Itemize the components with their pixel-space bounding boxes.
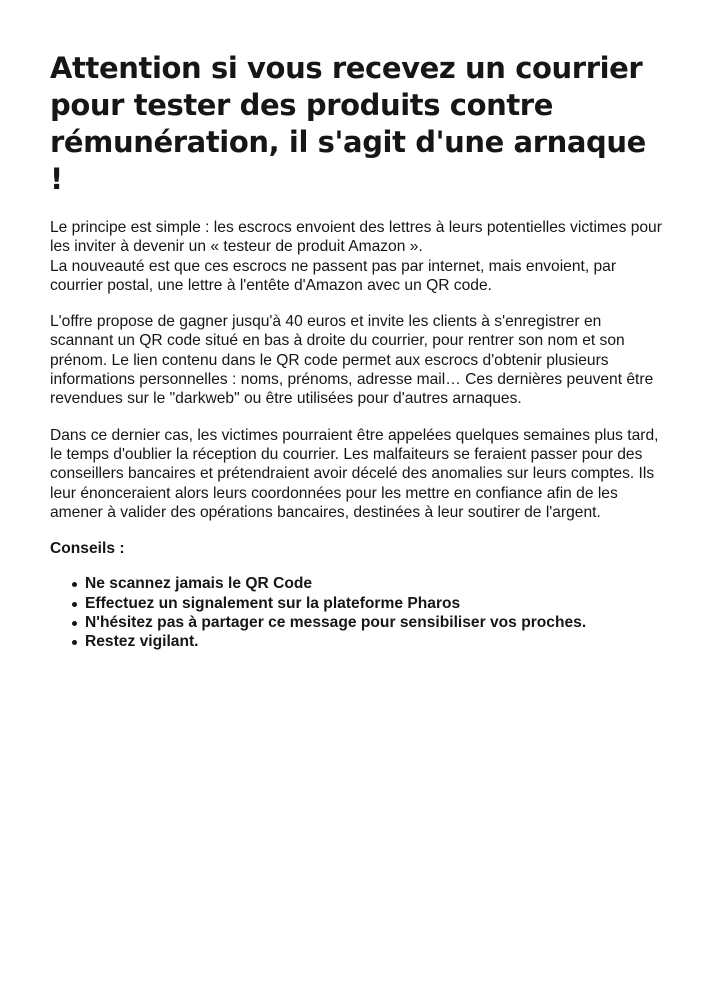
page-title: Attention si vous recevez un courrier pour tester des produits contre rémunération, il s'agit d'une arnaque ! [50, 51, 646, 196]
bullet-icon [72, 582, 77, 587]
list-item-text: Restez vigilant. [85, 633, 199, 651]
list-item [85, 632, 665, 651]
list-item-text: Effectuez un signalement sur la plateforme Pharos [85, 594, 461, 612]
list-item-text: Ne scannez jamais le QR Code [85, 575, 313, 593]
list-item [85, 613, 665, 632]
article [50, 50, 665, 652]
conseils-list [50, 574, 665, 651]
conseils-heading: Conseils : [50, 540, 125, 558]
bullet-icon [72, 640, 77, 645]
list-item [85, 574, 665, 593]
paragraph-offer: L'offre propose de gagner jusqu'à 40 euros et invite les clients à s'enregistrer en scannant un QR code situé en bas à droite du courrier, pour rentrer son nom et son prénom. Le lien contenu dans le QR code permet aux escrocs d'obtenir plusieurs informations personnelles : noms, prénoms, adresse mail… Ces dernières peuvent être revendues sur le "darkweb" ou être utilisées pour d'autres arnaques. [50, 313, 654, 408]
list-item-text: N'hésitez pas à partager ce message pour sensibiliser vos proches. [85, 614, 587, 632]
paragraph-intro-line-1: Le principe est simple : les escrocs envoient des lettres à leurs potentielles victimes pour les inviter à devenir un « testeur de produit Amazon ». [50, 219, 662, 256]
list-item [85, 594, 665, 613]
article-body [50, 218, 665, 652]
bullet-icon [72, 602, 77, 607]
bullet-icon [72, 621, 77, 626]
paragraph-intro [50, 218, 665, 295]
paragraph-intro-line-2: La nouveauté est que ces escrocs ne passent pas par internet, mais envoient, par courrier postal, une lettre à l'entête d'Amazon avec un QR code. [50, 257, 617, 294]
paragraph-scam-calls: Dans ce dernier cas, les victimes pourraient être appelées quelques semaines plus tard, le temps d'oublier la réception du courrier. Les malfaiteurs se feraient passer pour des conseillers bancaires et prétendraient avoir décelé des anomalies sur leurs comptes. Ils leur énonceraient alors leurs coordonnées pour les mettre en confiance afin de les amener à valider des opérations bancaires, destinées à leur soutirer de l'argent. [50, 426, 659, 521]
